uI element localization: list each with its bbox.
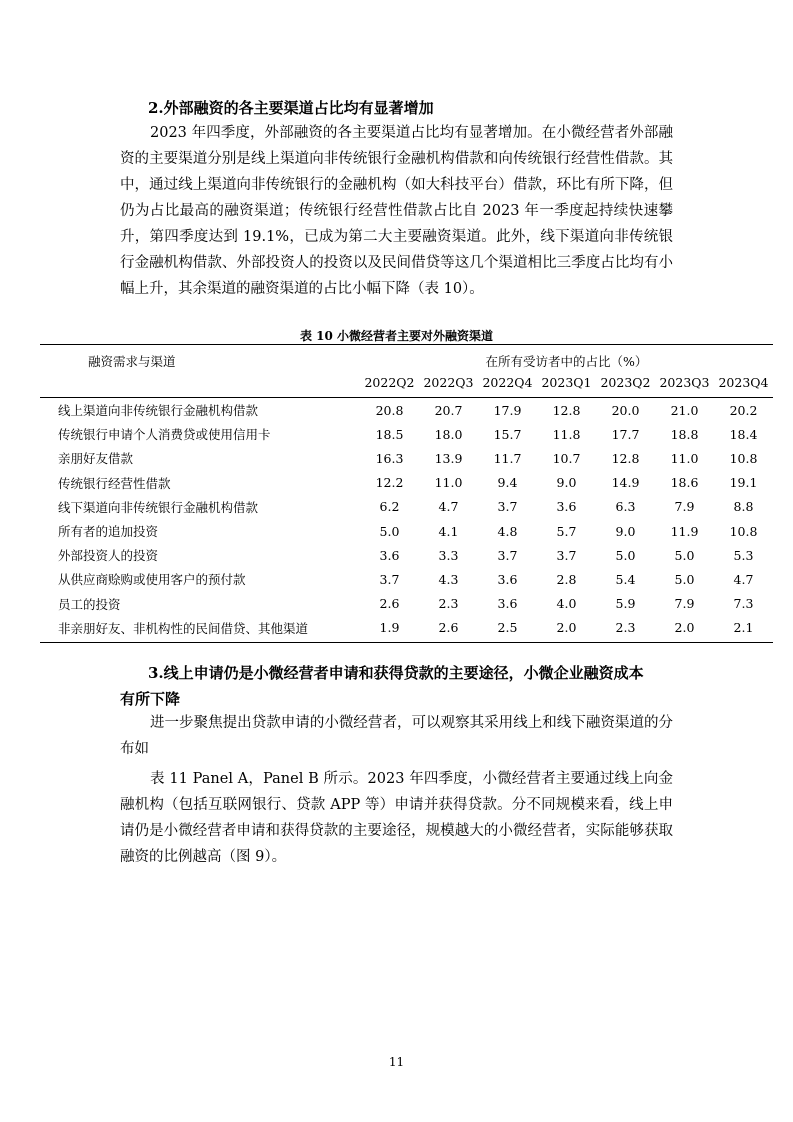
table-cell: 18.5 [375, 426, 404, 442]
table-cell: 20.8 [375, 402, 404, 418]
table-cell: 16.3 [375, 450, 404, 466]
row-header-label: 融资需求与渠道 [40, 345, 360, 372]
table-cell: 17.9 [493, 402, 522, 418]
table-cell: 2.3 [596, 616, 655, 643]
table-cell: 3.7 [497, 547, 518, 563]
table-cell: 5.7 [556, 523, 577, 539]
table-row [40, 543, 773, 567]
table-cell: 3.7 [556, 547, 577, 563]
table-cell: 7.9 [674, 499, 695, 515]
table-cell: 3.6 [556, 499, 577, 515]
table-cell: 11.8 [552, 426, 581, 442]
table-cell: 19.1 [729, 475, 758, 491]
row-label: 所有者的追加投资 [58, 524, 159, 540]
column-header: 2023Q2 [596, 371, 655, 398]
section-3-paragraph-1 [120, 710, 673, 762]
table-cell: 6.3 [615, 499, 636, 515]
table-cell: 5.0 [379, 523, 400, 539]
table-cell: 11.0 [434, 475, 463, 491]
section-3-heading-line1: 3.线上申请仍是小微经营者申请和获得贷款的主要途径，小微企业融资成本 [148, 664, 644, 682]
table-cell: 7.9 [674, 596, 695, 612]
table-cell: 10.8 [729, 523, 758, 539]
table-cell: 4.7 [438, 499, 459, 515]
table-cell: 2.6 [379, 596, 400, 612]
table-row [40, 567, 773, 591]
table-10-caption: 表 10 小微经营者主要对外融资渠道 [299, 329, 494, 343]
section-3-heading [120, 660, 676, 712]
column-header: 2023Q3 [655, 371, 714, 398]
table-cell: 13.9 [434, 450, 463, 466]
table-cell: 11.9 [670, 523, 699, 539]
table-cell: 2.0 [655, 616, 714, 643]
row-label: 亲朋好友借款 [58, 451, 134, 467]
table-cell: 2.5 [478, 616, 537, 643]
table-cell: 6.2 [379, 499, 400, 515]
column-header: 2022Q3 [419, 371, 478, 398]
row-label: 线上渠道向非传统银行金融机构借款 [58, 403, 259, 419]
table-cell: 3.3 [438, 547, 459, 563]
table-cell: 20.2 [729, 402, 758, 418]
financing-channels-table [40, 344, 773, 643]
table-cell: 20.0 [611, 402, 640, 418]
table-cell: 4.0 [556, 596, 577, 612]
table-cell: 2.3 [438, 596, 459, 612]
row-label: 从供应商赊购或使用客户的预付款 [58, 572, 246, 588]
table-cell: 4.8 [497, 523, 518, 539]
page-number: 11 [388, 1055, 405, 1069]
table-row [40, 592, 773, 616]
table-cell: 2.1 [714, 616, 773, 643]
section-2-paragraph [120, 120, 673, 302]
table-cell: 7.3 [733, 596, 754, 612]
table-cell: 20.7 [434, 402, 463, 418]
table-cell: 12.8 [552, 402, 581, 418]
table-cell: 5.0 [615, 547, 636, 563]
row-label: 传统银行申请个人消费贷或使用信用卡 [58, 427, 271, 443]
table-cell: 5.9 [615, 596, 636, 612]
table-cell: 3.6 [379, 547, 400, 563]
row-label: 外部投资人的投资 [58, 548, 159, 564]
table-cell: 1.9 [360, 616, 419, 643]
table-cell: 17.7 [611, 426, 640, 442]
table-cell: 3.7 [497, 499, 518, 515]
row-label: 线下渠道向非传统银行金融机构借款 [58, 499, 259, 515]
section-3-heading-line2: 有所下降 [120, 690, 181, 708]
table-header-row [40, 345, 773, 372]
table-cell: 15.7 [493, 426, 522, 442]
table-row [40, 495, 773, 519]
table-cell: 3.6 [497, 571, 518, 587]
table-cell: 8.8 [733, 499, 754, 515]
section-3-body-text-1: 进一步聚焦提出贷款申请的小微经营者，可以观察其采用线上和线下融资渠道的分布如 [120, 715, 673, 757]
table-cell: 18.0 [434, 426, 463, 442]
table-cell: 4.3 [438, 571, 459, 587]
table-cell: 10.8 [729, 450, 758, 466]
table-cell: 10.7 [552, 450, 581, 466]
table-row [40, 519, 773, 543]
column-header: 2022Q2 [360, 371, 419, 398]
section-2-heading: 2.外部融资的各主要渠道占比均有显著增加 [148, 99, 434, 117]
table-cell: 2.6 [419, 616, 478, 643]
table-cell: 14.9 [611, 475, 640, 491]
column-header: 2022Q4 [478, 371, 537, 398]
table-cell: 9.4 [497, 475, 518, 491]
table-cell: 18.4 [729, 426, 758, 442]
table-cell: 18.6 [670, 475, 699, 491]
table-cell: 9.0 [556, 475, 577, 491]
row-label: 非亲朋好友、非机构性的民间借贷、其他渠道 [40, 616, 360, 643]
table-cell: 4.1 [438, 523, 459, 539]
value-header-label: 在所有受访者中的占比（%） [360, 345, 773, 372]
table-cell: 12.8 [611, 450, 640, 466]
table-cell: 5.3 [733, 547, 754, 563]
table-cell: 2.0 [537, 616, 596, 643]
column-header: 2023Q1 [537, 371, 596, 398]
table-row [40, 446, 773, 470]
table-cell: 12.2 [375, 475, 404, 491]
table-cell: 3.7 [379, 571, 400, 587]
table-cell: 11.7 [493, 450, 522, 466]
table-cell: 2.8 [556, 571, 577, 587]
table-row [40, 422, 773, 446]
table-cell: 5.4 [615, 571, 636, 587]
table-cell: 3.6 [497, 596, 518, 612]
table-cell: 5.0 [674, 547, 695, 563]
section-3-paragraph-2 [120, 766, 673, 870]
table-cell: 5.0 [674, 571, 695, 587]
table-row [40, 616, 773, 643]
table-row [40, 398, 773, 423]
section-2-body-text: 2023 年四季度，外部融资的各主要渠道占比均有显著增加。在小微经营者外部融资的主要渠道分别是线上渠道向非传统银行金融机构借款和向传统银行经营性借款。其中，通过线上渠道向非传统银行的金融机构（如大科技平台）借款，环比有所下降，但仍为占比最高的融资渠道；传统银行经营性借款占比自 2023 年一季度起持续快速攀升，第四季度达到 19.1%，已成为第二大主要融资渠道。此外，线下渠道向非传统银行金融机构借款、外部投资人的投资以及民间借贷等这几个渠道相比三季度占比均有小幅上升，其余渠道的融资渠道的占比小幅下降（表 10）。 [120, 125, 673, 297]
table-cell: 11.0 [670, 450, 699, 466]
empty-header-cell [40, 371, 360, 398]
table-column-row [40, 371, 773, 398]
table-cell: 4.7 [733, 571, 754, 587]
table-cell: 21.0 [670, 402, 699, 418]
table-cell: 18.8 [670, 426, 699, 442]
column-header: 2023Q4 [714, 371, 773, 398]
section-3-body-text-2: 表 11 Panel A，Panel B 所示。2023 年四季度，小微经营者主要通过线上向金融机构（包括互联网银行、贷款 APP 等）申请并获得贷款。分不同规模来看，线上申请仍是小微经营者申请和获得贷款的主要途径，规模越大的小微经营者，实际能够获取融资的比例越高（图 9）。 [120, 771, 673, 865]
table-row [40, 471, 773, 495]
table-body [40, 398, 773, 643]
row-label: 传统银行经营性借款 [58, 475, 171, 491]
table-cell: 9.0 [615, 523, 636, 539]
row-label: 员工的投资 [58, 596, 121, 612]
